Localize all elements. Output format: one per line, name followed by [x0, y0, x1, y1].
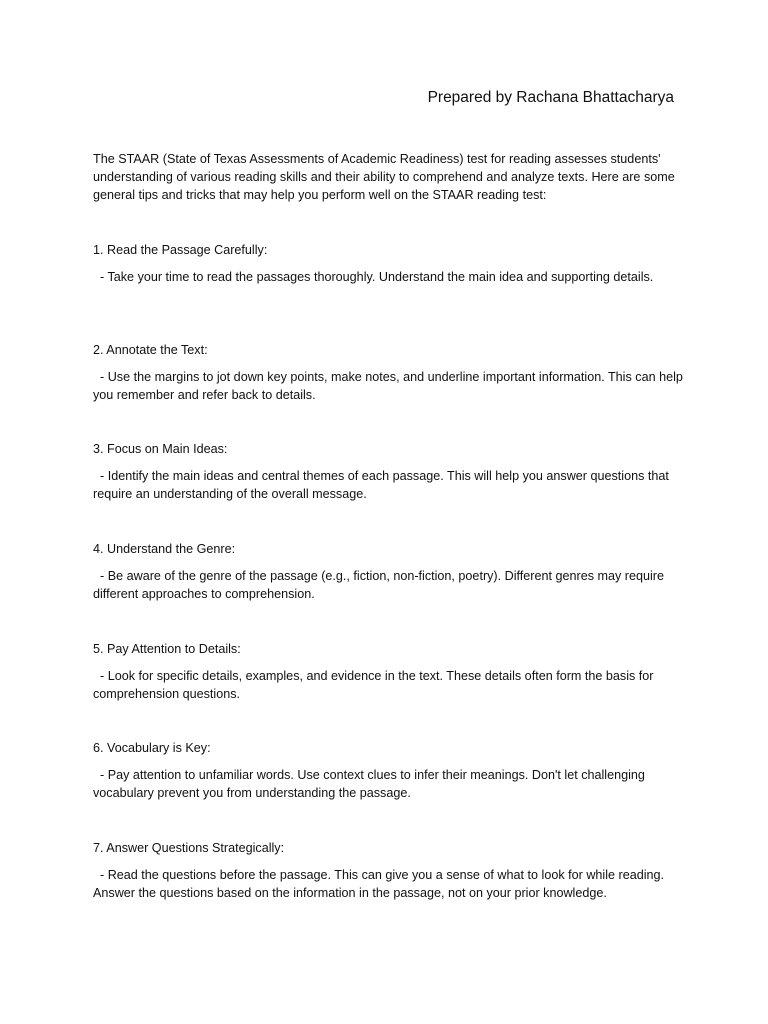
tip-item	[93, 739, 683, 839]
tip-body: - Take your time to read the passages thoroughly. Understand the main idea and supporting details.	[93, 270, 654, 284]
tip-body: - Be aware of the genre of the passage (e.g., fiction, non-fiction, poetry). Different genres may require different approaches to comprehension.	[93, 569, 664, 602]
tip-heading: 6. Vocabulary is Key:	[93, 741, 211, 756]
tip-item	[93, 341, 683, 441]
tip-item	[93, 839, 683, 939]
tip-heading: 4. Understand the Genre:	[93, 542, 236, 557]
tip-body: - Use the margins to jot down key points, make notes, and underline important information. This can help you remember and refer back to details.	[93, 369, 683, 402]
tip-item	[93, 540, 683, 640]
author-line: Prepared by Rachana Bhattacharya	[427, 89, 674, 106]
tip-heading: 7. Answer Questions Strategically:	[93, 841, 285, 856]
tip-body: - Look for specific details, examples, and evidence in the text. These details often form the basis for comprehension questions.	[93, 668, 654, 701]
tip-heading: 1. Read the Passage Carefully:	[93, 243, 268, 257]
tip-item	[93, 241, 683, 341]
tip-heading: 2. Annotate the Text:	[93, 342, 208, 357]
intro-paragraph: The STAAR (State of Texas Assessments of Academic Readiness) test for reading assesses students' understanding of various reading skills and their ability to comprehend and analyze texts. Here are some general tips and tricks that may help you perform well on the STAAR reading test:	[93, 152, 675, 202]
tip-body: - Read the questions before the passage. This can give you a sense of what to look for while reading. Answer the questions based on the information in the passage, not on your prior knowledge.	[93, 868, 665, 901]
tip-item	[93, 640, 683, 740]
tips-list	[93, 241, 683, 939]
tip-body: - Identify the main ideas and central themes of each passage. This will help you answer questions that require an understanding of the overall message.	[93, 469, 669, 502]
tip-item	[93, 440, 683, 540]
tip-body: - Pay attention to unfamiliar words. Use context clues to infer their meanings. Don't let challenging vocabulary prevent you from understanding the passage.	[93, 768, 645, 801]
tip-heading: 5. Pay Attention to Details:	[93, 641, 241, 656]
tip-heading: 3. Focus on Main Ideas:	[93, 442, 228, 457]
